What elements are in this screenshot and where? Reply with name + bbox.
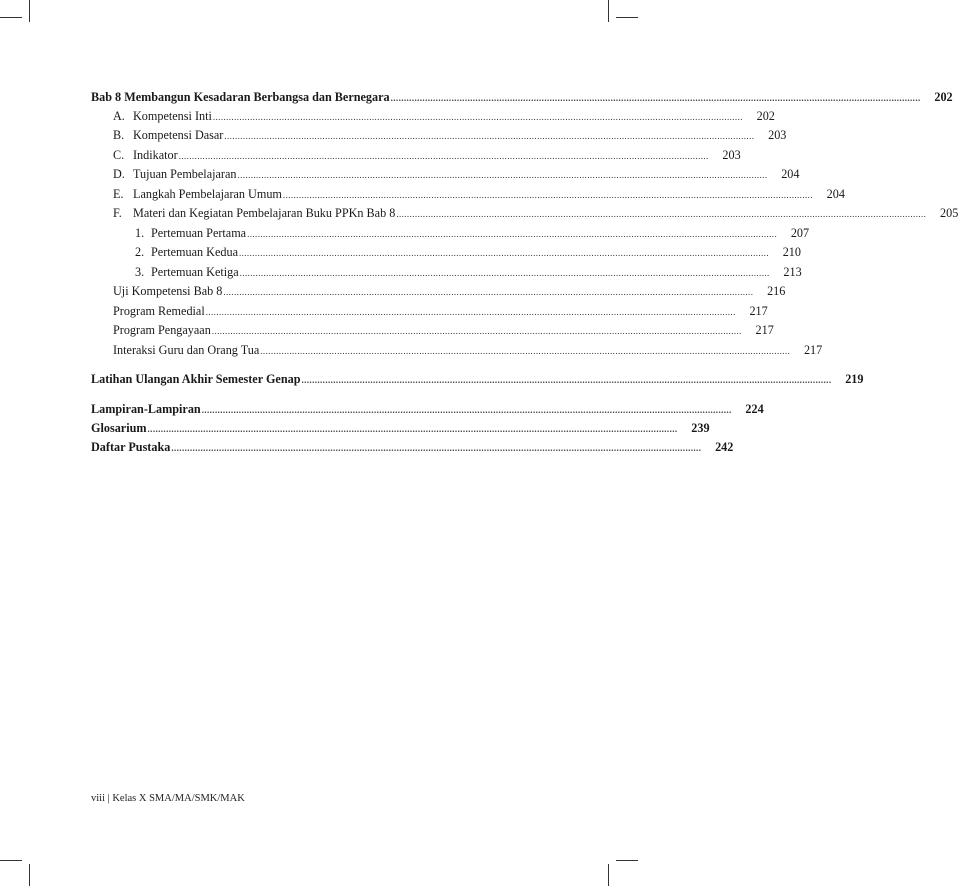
- toc-leader-dots: [148, 420, 678, 438]
- toc-page-number: 204: [826, 187, 845, 201]
- crop-mark: [29, 864, 30, 886]
- toc-leader-dots: [283, 186, 813, 204]
- toc-leader-dots: [396, 205, 926, 223]
- toc-leader-dots: [239, 244, 769, 262]
- toc-entry-title: Lampiran-Lampiran: [91, 402, 201, 416]
- toc-entry-title: Pertemuan Kedua: [151, 245, 238, 259]
- toc-program-pengayaan[interactable]: [91, 321, 774, 339]
- toc-entry-number: 1.: [135, 226, 145, 240]
- toc-section-b[interactable]: [91, 126, 787, 144]
- toc-entry-title: Daftar Pustaka: [91, 440, 171, 454]
- toc-leader-dots: [260, 342, 790, 360]
- toc-entry-letter: B.: [113, 128, 125, 142]
- toc-glosarium[interactable]: [91, 419, 710, 437]
- crop-mark: [608, 864, 609, 886]
- toc-page-number: 207: [790, 226, 810, 240]
- toc-page-number: 202: [756, 109, 775, 123]
- toc-page-number: 213: [783, 265, 802, 279]
- toc-leader-dots: [202, 401, 732, 419]
- toc-entry-title: Pertemuan Pertama: [151, 226, 247, 240]
- toc-page-number: 219: [845, 372, 864, 386]
- toc-entry-title: Latihan Ulangan Akhir Semester Genap: [91, 372, 301, 386]
- toc-leader-dots: [212, 322, 742, 340]
- crop-mark: [0, 17, 22, 18]
- toc-section-e[interactable]: [91, 185, 845, 203]
- toc-page-number: 203: [768, 128, 787, 142]
- toc-leader-dots: [224, 127, 754, 145]
- toc-leader-dots: [206, 303, 736, 321]
- toc-section-d[interactable]: [91, 165, 800, 183]
- toc-leader-dots: [213, 108, 743, 126]
- toc-page-number: 203: [722, 148, 741, 162]
- crop-mark: [608, 0, 609, 22]
- toc-entry-number: 3.: [135, 265, 145, 279]
- toc-page-number: 216: [767, 284, 786, 298]
- toc-section-f[interactable]: [91, 204, 958, 222]
- toc-section-c[interactable]: [91, 146, 741, 164]
- toc-page-number: 224: [745, 402, 764, 416]
- toc-entry-letter: A.: [113, 109, 125, 123]
- toc-entry-title: Materi dan Kegiatan Pembelajaran Buku PPKn Bab 8: [133, 206, 396, 220]
- toc-program-remedial[interactable]: [91, 302, 768, 320]
- toc-page-number: 205: [940, 206, 958, 220]
- toc-entry-title: Indikator: [133, 148, 178, 162]
- toc-entry-title: Tujuan Pembelajaran: [133, 167, 237, 181]
- toc-page-number: 202: [934, 90, 953, 104]
- crop-mark: [616, 17, 638, 18]
- toc-leader-dots: [247, 225, 777, 243]
- crop-mark: [0, 860, 22, 861]
- toc-entry-letter: F.: [113, 206, 122, 220]
- toc-meeting-1[interactable]: [91, 224, 810, 242]
- toc-uji-kompetensi[interactable]: [91, 282, 786, 300]
- toc-entry-title: Program Pengayaan: [113, 323, 211, 337]
- toc-daftar-pustaka[interactable]: [91, 438, 734, 456]
- toc-interaksi-guru[interactable]: [91, 341, 823, 359]
- page-footer: viii | Kelas X SMA/MA/SMK/MAK: [91, 793, 245, 804]
- toc-leader-dots: [240, 264, 770, 282]
- toc-section-a[interactable]: [91, 107, 775, 125]
- toc-entry-title: Kompetensi Inti: [133, 109, 212, 123]
- toc-entry-title: Uji Kompetensi Bab 8: [113, 284, 223, 298]
- toc-page-number: 242: [715, 440, 734, 454]
- toc-leader-dots: [391, 89, 921, 107]
- toc-entry-title: Glosarium: [91, 421, 147, 435]
- toc-page-number: 210: [782, 245, 801, 259]
- toc-leader-dots: [301, 371, 831, 389]
- crop-mark: [616, 860, 638, 861]
- toc-meeting-3[interactable]: [91, 263, 802, 281]
- toc-entry-number: 2.: [135, 245, 145, 259]
- toc-page-number: 217: [749, 304, 768, 318]
- toc-entry-letter: E.: [113, 187, 124, 201]
- toc-meeting-2[interactable]: [91, 243, 801, 261]
- toc-entry-title: Pertemuan Ketiga: [151, 265, 239, 279]
- toc-entry-title: Program Remedial: [113, 304, 205, 318]
- toc-page-number: 217: [755, 323, 774, 337]
- toc-entry-title: Bab 8 Membangun Kesadaran Berbangsa dan Bernegara: [91, 90, 390, 104]
- toc-leader-dots: [237, 166, 767, 184]
- toc-lampiran[interactable]: [91, 400, 764, 418]
- crop-mark: [29, 0, 30, 22]
- toc-page-number: 239: [691, 421, 710, 435]
- toc-leader-dots: [223, 283, 753, 301]
- toc-leader-dots: [171, 439, 701, 457]
- toc-entry-letter: D.: [113, 167, 125, 181]
- toc-entry-title: Langkah Pembelajaran Umum: [133, 187, 282, 201]
- toc-chapter-8[interactable]: [91, 88, 953, 106]
- toc-page-number: 204: [781, 167, 800, 181]
- toc-page-number: 217: [803, 343, 823, 357]
- toc-leader-dots: [179, 147, 709, 165]
- toc-entry-letter: C.: [113, 148, 125, 162]
- toc-entry-title: Interaksi Guru dan Orang Tua: [113, 343, 260, 357]
- toc-latihan-ulangan[interactable]: [91, 370, 864, 388]
- toc-entry-title: Kompetensi Dasar: [133, 128, 224, 142]
